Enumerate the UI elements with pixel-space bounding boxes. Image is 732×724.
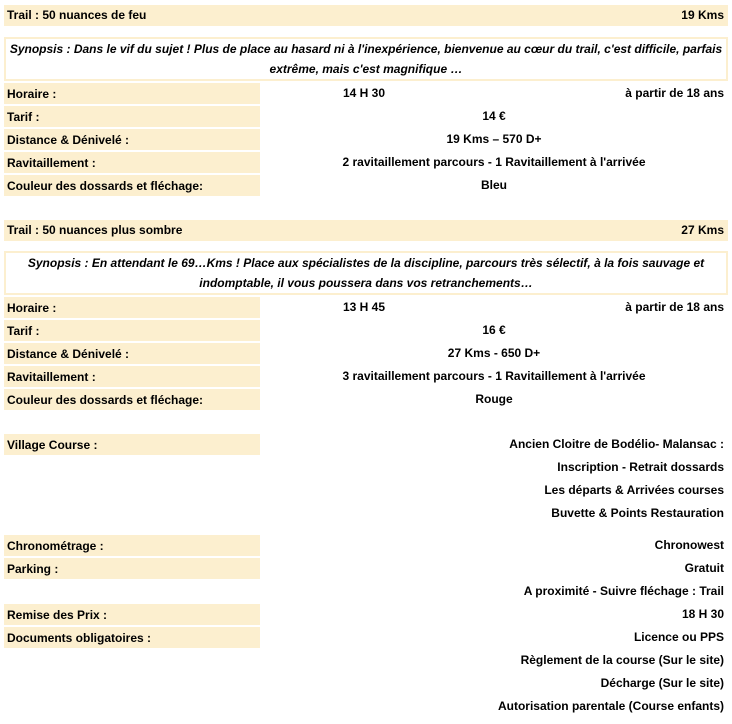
trail2-ravito-label-cell [4, 366, 260, 387]
trail2-tarif-value: 16 € [482, 323, 506, 337]
village-line: Buvette & Points Restauration [551, 506, 724, 520]
trail2-distance-label-cell [4, 343, 260, 364]
trail2-tarif-label: Tarif : [7, 323, 40, 338]
trail2-ravito-label: Ravitaillement : [7, 369, 96, 384]
documents-label: Documents obligatoires : [7, 630, 152, 645]
documents-line: Licence ou PPS [633, 630, 724, 644]
trail2-age: à partir de 18 ans [625, 300, 724, 314]
trail1-ravito-label: Ravitaillement : [7, 155, 96, 170]
trail2-couleur-value: Rouge [475, 392, 513, 406]
documents-line: Décharge (Sur le site) [600, 676, 724, 690]
trail2-header [4, 220, 728, 241]
trail1-couleur-label: Couleur des dossards et fléchage: [7, 178, 204, 193]
parking-line: A proximité - Suivre fléchage : Trail [523, 584, 724, 598]
trail1-synopsis: Synopsis : Dans le vif du sujet ! Plus de place au hasard ni à l'inexpérience, bienvenue au cœur du trail, c'est difficile, parfais extrême, mais c'est magnifique … [9, 42, 723, 76]
remise-label: Remise des Prix : [7, 607, 108, 622]
trail1-horaire-value: 14 H 30 [343, 86, 386, 100]
parking-line: Gratuit [684, 561, 724, 575]
trail1-distance-label-cell [4, 129, 260, 150]
trail2-distance-value: 27 Kms - 650 D+ [447, 346, 541, 360]
trail2-tarif-label-cell [4, 320, 260, 341]
village-line: Inscription - Retrait dossards [557, 460, 724, 474]
chrono-label: Chronométrage : [7, 538, 104, 553]
village-label: Village Course : [7, 437, 98, 452]
chrono-value: Chronowest [654, 538, 724, 552]
chrono-label-cell [4, 535, 260, 556]
trail1-couleur-value: Bleu [480, 178, 507, 192]
trail2-horaire-label-cell [4, 297, 260, 318]
trail1-horaire-label: Horaire : [7, 86, 57, 101]
trail2-synopsis: Synopsis : En attendant le 69…Kms ! Place aux spécialistes de la discipline, parcours très sélectif, à la fois sauvage et indomptable, il vous poussera dans vos retranchements… [27, 256, 705, 290]
trail1-title: Trail : 50 nuances de feu [7, 8, 147, 22]
village-line: Ancien Cloitre de Bodélio- Malansac : [509, 437, 724, 451]
trail1-ravito-label-cell [4, 152, 260, 173]
trail2-couleur-label: Couleur des dossards et fléchage: [7, 392, 204, 407]
documents-line: Règlement de la course (Sur le site) [520, 653, 724, 667]
documents-line: Autorisation parentale (Course enfants) [497, 699, 724, 713]
trail1-tarif-value: 14 € [482, 109, 506, 123]
trail2-synopsis-box [4, 251, 728, 295]
trail1-tarif-label-cell [4, 106, 260, 127]
trail2-title: Trail : 50 nuances plus sombre [7, 223, 183, 237]
trail1-tarif-label: Tarif : [7, 109, 40, 124]
village-line: Les départs & Arrivées courses [544, 483, 724, 497]
trail2-horaire-label: Horaire : [7, 300, 57, 315]
parking-label: Parking : [7, 561, 59, 576]
trail2-distance-label: Distance & Dénivelé : [7, 346, 130, 361]
trail2-ravito-value: 3 ravitaillement parcours - 1 Ravitaillement à l'arrivée [342, 369, 646, 383]
trail1-header [4, 5, 728, 26]
trail1-distance-short: 19 Kms [681, 8, 724, 22]
remise-label-cell [4, 604, 260, 625]
parking-label-cell [4, 558, 260, 579]
trail1-age: à partir de 18 ans [625, 86, 724, 100]
trail1-distance-label: Distance & Dénivelé : [7, 132, 130, 147]
trail1-synopsis-box [4, 37, 728, 81]
trail1-ravito-value: 2 ravitaillement parcours - 1 Ravitaillement à l'arrivée [342, 155, 646, 169]
trail1-horaire-label-cell [4, 83, 260, 104]
trail1-distance-value: 19 Kms – 570 D+ [446, 132, 542, 146]
documents-label-cell [4, 627, 260, 648]
trail2-horaire-value: 13 H 45 [343, 300, 386, 314]
remise-value: 18 H 30 [681, 607, 724, 621]
trail2-distance-short: 27 Kms [681, 223, 724, 237]
trail1-couleur-label-cell [4, 175, 260, 196]
trail2-couleur-label-cell [4, 389, 260, 410]
village-label-cell [4, 434, 260, 455]
